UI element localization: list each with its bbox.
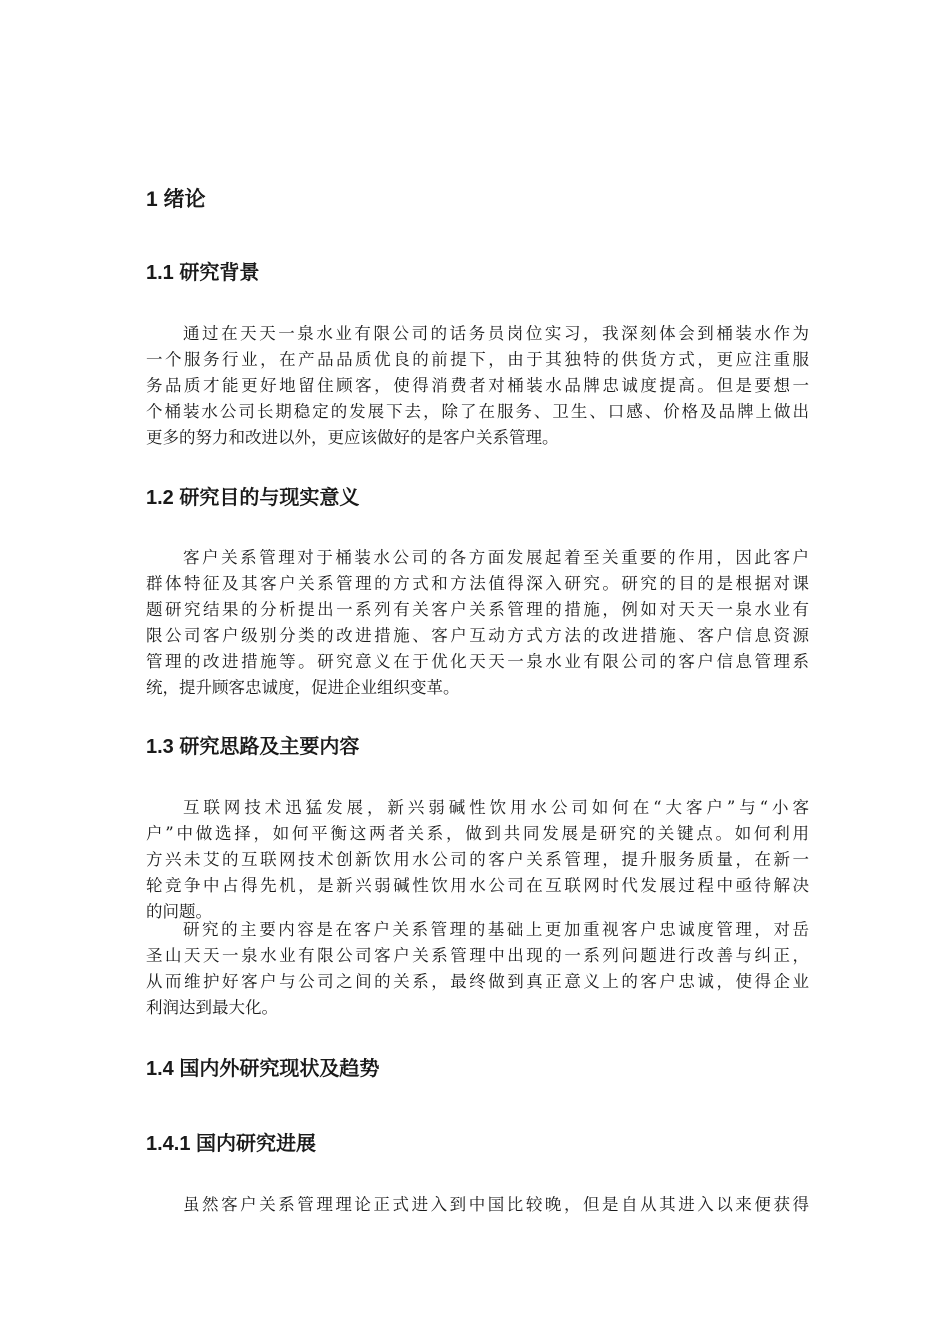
- text-line: 互联网技术迅猛发展，新兴弱碱性饮用水公司如何在“大客户”与“小客: [183, 798, 809, 817]
- text-line: 一个服务行业，在产品品质优良的前提下，由于其独特的供货方式，更应注重服: [146, 350, 809, 369]
- section-heading-1-1: 1.1 研究背景: [146, 262, 260, 284]
- text-line: 利润达到最大化。: [146, 998, 278, 1017]
- paragraph-approach-2: [146, 917, 809, 1021]
- text-line: 群体特征及其客户关系管理的方式和方法值得深入研究。研究的目的是根据对课: [146, 574, 809, 593]
- text-line: 研究的主要内容是在客户关系管理的基础上更加重视客户忠诚度管理，对岳: [183, 920, 809, 939]
- paragraph-purpose: [146, 545, 809, 701]
- text-line: 轮竞争中占得先机，是新兴弱碱性饮用水公司在互联网时代发展过程中亟待解决: [146, 876, 809, 895]
- section-heading-1-4: 1.4 国内外研究现状及趋势: [146, 1058, 380, 1080]
- text-line: 题研究结果的分析提出一系列有关客户关系管理的措施，例如对天天一泉水业有: [146, 600, 809, 619]
- paragraph-background: [146, 321, 809, 451]
- paragraph-approach-1: [146, 795, 809, 925]
- text-line: 限公司客户级别分类的改进措施、客户互动方式方法的改进措施、客户信息资源: [146, 626, 809, 645]
- text-line: 统，提升顾客忠诚度，促进企业组织变革。: [146, 678, 460, 697]
- text-line: 虽然客户关系管理理论正式进入到中国比较晚，但是自从其进入以来便获得: [183, 1195, 809, 1214]
- text-line: 方兴未艾的互联网技术创新饮用水公司的客户关系管理，提升服务质量，在新一: [146, 850, 809, 869]
- paragraph-domestic-progress: [146, 1192, 809, 1218]
- text-line: 客户关系管理对于桶装水公司的各方面发展起着至关重要的作用，因此客户: [183, 548, 809, 567]
- text-line: 的问题。: [146, 902, 212, 921]
- text-line: 管理的改进措施等。研究意义在于优化天天一泉水业有限公司的客户信息管理系: [146, 652, 809, 671]
- text-line: 更多的努力和改进以外，更应该做好的是客户关系管理。: [146, 428, 559, 447]
- section-heading-1-4-1: 1.4.1 国内研究进展: [146, 1133, 317, 1155]
- section-heading-1-3: 1.3 研究思路及主要内容: [146, 736, 360, 758]
- text-line: 务品质才能更好地留住顾客，使得消费者对桶装水品牌忠诚度提高。但是要想一: [146, 376, 809, 395]
- text-line: 户”中做选择，如何平衡这两者关系，做到共同发展是研究的关键点。如何利用: [146, 824, 809, 843]
- text-line: 个桶装水公司长期稳定的发展下去，除了在服务、卫生、口感、价格及品牌上做出: [146, 402, 809, 421]
- text-line: 圣山天天一泉水业有限公司客户关系管理中出现的一系列问题进行改善与纠正，: [146, 946, 809, 965]
- chapter-title: 1 绪论: [146, 188, 206, 211]
- section-heading-1-2: 1.2 研究目的与现实意义: [146, 487, 360, 509]
- text-line: 通过在天天一泉水业有限公司的话务员岗位实习，我深刻体会到桶装水作为: [183, 324, 809, 343]
- text-line: 从而维护好客户与公司之间的关系，最终做到真正意义上的客户忠诚，使得企业: [146, 972, 809, 991]
